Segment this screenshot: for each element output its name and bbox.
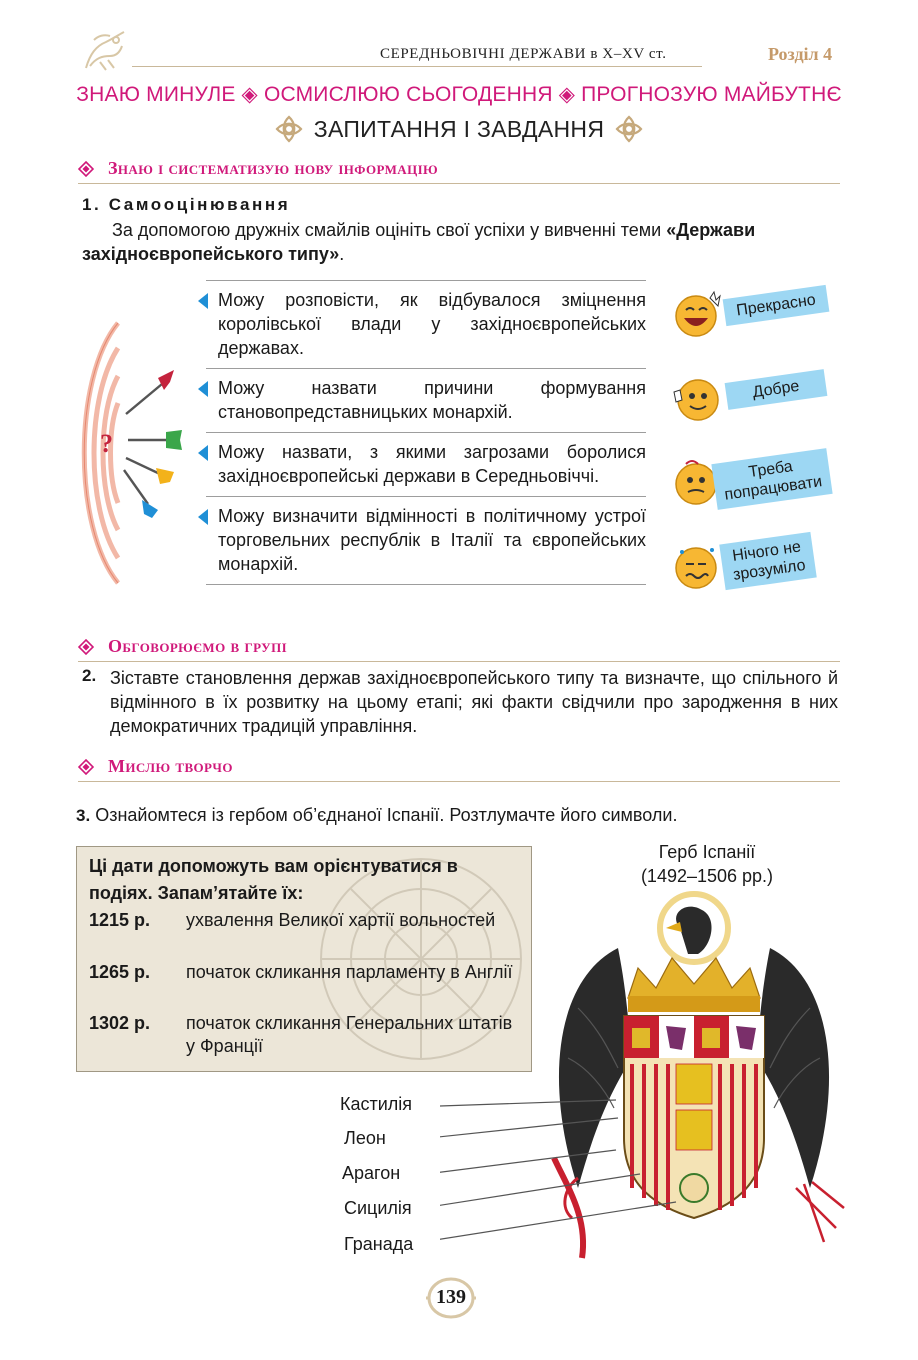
coat-label-leon: Леон <box>344 1128 386 1148</box>
rating-needs-work <box>672 452 842 512</box>
self-assessment-statements <box>206 280 646 585</box>
task-1-heading <box>82 195 842 215</box>
main-title-row <box>0 114 918 144</box>
rating-label: Добре <box>725 369 828 410</box>
statement-text: Можу назвати причини формування становопредставницьких монархій. <box>218 378 646 422</box>
rating-good <box>672 368 842 428</box>
date-event: початок скликання Генеральних штатів у Франції <box>186 1013 513 1056</box>
intro-topic: «Держави західноєвропейського типу» <box>82 220 756 264</box>
statement-text: Можу визначити відмінності в політичному устрої торговельних республік в Італії та європейських монархій. <box>218 506 646 574</box>
motto: ЗНАЮ МИНУЛЕ ◈ ОСМИСЛЮЮ СЬОГОДЕННЯ ◈ ПРОГНОЗУЮ МАЙБУТНЄ <box>76 83 842 106</box>
task-number: 1. <box>82 195 102 214</box>
task-2 <box>82 666 838 738</box>
task-2-text: Зіставте становлення держав західноєвропейського типу та визначте, що спільного й відмінного в їх розвитку на цьому етапі; які факти свідчили про зародження в них демократичних традицій управління. <box>110 668 838 736</box>
page-number-badge <box>426 1276 476 1320</box>
section-number: Розділ 4 <box>768 44 833 64</box>
leader-lines <box>440 1090 700 1260</box>
statement-text: Можу назвати, з якими загрозами боролися західноєвропейські держави в Середньовіччі. <box>218 442 646 486</box>
task-1 <box>82 195 842 266</box>
smiling-smiley-icon <box>672 372 724 424</box>
svg-text:?: ? <box>100 429 113 458</box>
pointer-triangle-icon <box>198 381 208 397</box>
date-year: 1265 р. <box>89 962 151 982</box>
diamond-bullet-icon <box>78 759 94 775</box>
diamond-bullet-icon <box>78 639 94 655</box>
section-header-2 <box>78 632 840 662</box>
statement-item <box>206 368 646 432</box>
statement-item <box>206 280 646 368</box>
dragon-logo-icon <box>80 28 128 74</box>
main-title: ЗАПИТАННЯ І ЗАВДАННЯ <box>313 115 605 142</box>
task-1-intro <box>82 218 842 266</box>
caption-years: (1492–1506 рр.) <box>640 866 774 886</box>
date-year: 1302 р. <box>89 1013 151 1033</box>
section-header-1 <box>78 154 840 184</box>
diamond-bullet-icon <box>78 161 94 177</box>
section-title: Знаю і систематизую нову інформацію <box>108 158 439 178</box>
date-event: ухвалення Великої хартії вольностей <box>186 910 496 930</box>
coat-label-sicily: Сицилія <box>344 1198 412 1218</box>
target-with-arrows-icon <box>78 318 188 588</box>
section-title: Обговорюємо в групі <box>108 636 288 656</box>
task-number: 2. <box>82 666 97 685</box>
pointer-triangle-icon <box>198 445 208 461</box>
rating-not-understood <box>672 536 842 596</box>
statement-item <box>206 496 646 585</box>
statement-item <box>206 432 646 496</box>
intro-end: . <box>339 244 345 264</box>
statement-text: Можу розповісти, як відбувалося зміцнення королівської влади у західноєвропейських державах. <box>218 290 646 358</box>
rating-excellent <box>672 284 842 344</box>
date-year: 1215 р. <box>89 910 151 930</box>
task-3-text: Ознайомтеся із гербом об’єднаної Іспанії. Розтлумачте його символи. <box>95 805 678 825</box>
intro-text: За допомогою дружніх смайлів оцініть свої успіхи у вивченні теми <box>112 220 667 240</box>
page-number: 139 <box>436 1286 466 1308</box>
pointer-triangle-icon <box>198 509 208 525</box>
section-header-3 <box>78 752 840 782</box>
rating-label: Треба попрацювати <box>711 448 832 510</box>
pointer-triangle-icon <box>198 293 208 309</box>
rating-label: Прекрасно <box>723 285 830 326</box>
task-number: 3. <box>76 806 91 825</box>
section-title: Мислю творчо <box>108 756 233 776</box>
coat-of-arms-caption <box>612 840 802 888</box>
coat-label-aragon: Арагон <box>342 1163 401 1183</box>
task-title: Самооцінювання <box>108 195 291 214</box>
header-rule <box>132 66 702 67</box>
caption-title: Герб Іспанії <box>658 842 756 862</box>
celtic-knot-icon <box>614 114 644 144</box>
laughing-smiley-icon <box>672 288 724 340</box>
celtic-knot-icon <box>274 114 304 144</box>
header-title: СЕРЕДНЬОВІЧНІ ДЕРЖАВИ в X–XV ст. <box>380 46 667 62</box>
coat-label-granada: Гранада <box>344 1234 414 1254</box>
coat-label-castile: Кастилія <box>340 1094 413 1114</box>
task-3 <box>76 803 836 828</box>
key-dates-box <box>76 846 532 1072</box>
rating-label: Нічого не зрозуміло <box>719 532 817 590</box>
confused-smiley-icon <box>672 540 724 592</box>
key-dates-title: Ці дати допоможуть вам орієнтуватися в подіях. Запам’ятайте їх: <box>89 856 458 903</box>
date-event: початок скликання парламенту в Англії <box>186 962 513 982</box>
